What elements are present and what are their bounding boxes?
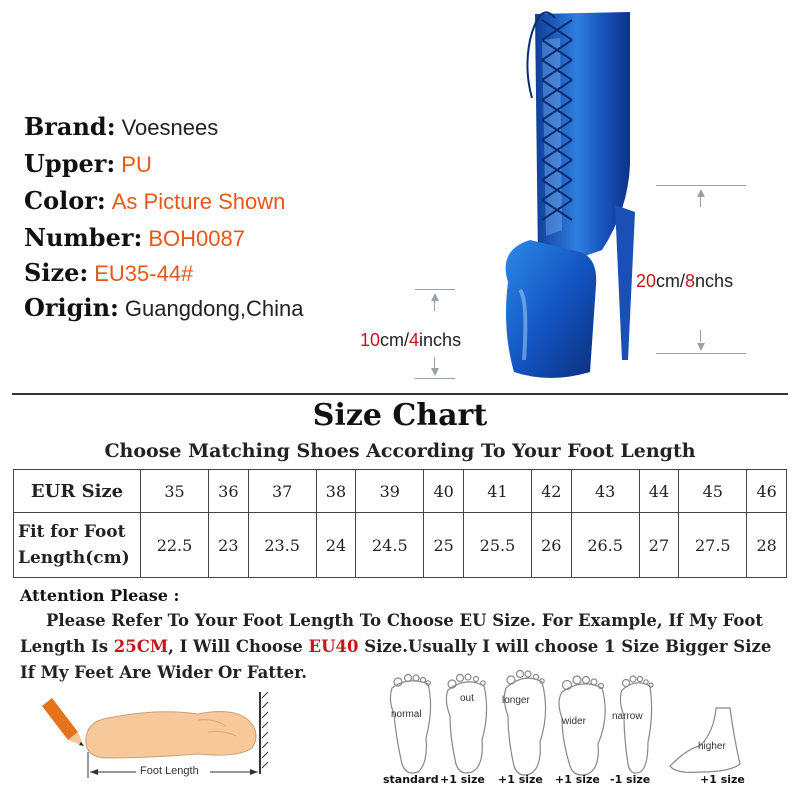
- foot-type-longer: longer: [502, 695, 530, 706]
- spec-origin: [24, 290, 303, 326]
- heel-unit1: cm/: [656, 271, 686, 291]
- foot-size-out: +1 size: [440, 773, 485, 786]
- attention-text-part: Size.Usually I will choose 1 Size Bigger Size If My Feet Are Wider Or Fatter.: [20, 637, 772, 682]
- spec-key: Origin:: [24, 293, 119, 322]
- eur-size-row: [14, 470, 787, 513]
- platform-height-label: [360, 330, 461, 351]
- pencil-icon: [42, 698, 84, 746]
- spec-value: Guangdong,China: [124, 296, 304, 321]
- spec-size: [24, 255, 193, 291]
- foot-size-wider: +1 size: [555, 773, 600, 786]
- attention-title: Attention Please :: [20, 586, 180, 605]
- heel-num2: 8: [685, 271, 696, 291]
- eur-size-cell: 42: [531, 470, 571, 513]
- boot-image: [480, 0, 660, 390]
- spec-key: Brand:: [24, 112, 116, 141]
- attention-highlight: EU40: [308, 637, 359, 656]
- eur-size-cell: 45: [679, 470, 747, 513]
- heel-unit2: nchs: [695, 271, 734, 291]
- foot-length-cell: 25: [424, 513, 464, 578]
- platform-bottom-tick: [434, 357, 435, 368]
- eur-size-cell: 37: [248, 470, 316, 513]
- platform-unit2: inchs: [419, 330, 462, 350]
- spec-brand: [24, 109, 218, 145]
- foot-length-label: Foot Length: [140, 765, 199, 777]
- heel-top-line: [656, 185, 746, 186]
- foot-length-cell: 25.5: [463, 513, 531, 578]
- foot-size-normal: standard: [383, 773, 439, 786]
- foot-length-cell: 23: [209, 513, 249, 578]
- foot-size-narrow: -1 size: [610, 773, 651, 786]
- size-chart-subtitle: Choose Matching Shoes According To Your Foot Length: [104, 440, 696, 462]
- foot-type-narrow: narrow: [612, 711, 643, 722]
- eur-size-cell: 36: [209, 470, 249, 513]
- heel-bottom-line: [656, 353, 746, 354]
- size-chart-title: Size Chart: [312, 398, 488, 433]
- divider: [12, 393, 788, 395]
- platform-unit1: cm/: [380, 330, 410, 350]
- attention-text-part: , I Will Choose: [168, 637, 309, 656]
- spec-key: Color:: [24, 186, 106, 215]
- foot-type-normal: normal: [391, 709, 422, 720]
- foot-length-cell: 27: [639, 513, 679, 578]
- spec-color: [24, 183, 285, 219]
- eur-size-cell: 44: [639, 470, 679, 513]
- spec-key: Upper:: [24, 149, 116, 178]
- foot-length-cell: 24.5: [356, 513, 424, 578]
- foot-length-cell: 27.5: [679, 513, 747, 578]
- heel-top-arrow: [697, 189, 705, 197]
- eur-size-cell: 35: [141, 470, 209, 513]
- eur-size-cell: 41: [463, 470, 531, 513]
- foot-types-illustration: [370, 668, 790, 788]
- foot-length-cell: 22.5: [141, 513, 209, 578]
- foot-type-out: out: [460, 693, 474, 704]
- heel-bottom-arrow: [697, 343, 705, 351]
- foot-length-row: [14, 513, 787, 578]
- attention-highlight: 25CM: [113, 637, 169, 656]
- spec-number: [24, 220, 245, 256]
- eur-size-header: EUR Size: [14, 470, 141, 513]
- eur-size-cell: 40: [424, 470, 464, 513]
- spec-value: Voesnees: [121, 115, 219, 140]
- platform-top-line: [415, 289, 455, 290]
- platform-num: 10: [360, 330, 381, 350]
- foot-type-wider: wider: [562, 716, 586, 727]
- spec-upper: [24, 146, 152, 182]
- heel-num: 20: [636, 271, 657, 291]
- foot-length-cell: 26: [531, 513, 571, 578]
- heel-height-label: [636, 271, 733, 292]
- eur-size-cell: 46: [747, 470, 787, 513]
- spec-value: As Picture Shown: [111, 189, 286, 214]
- spec-value: BOH0087: [148, 226, 245, 251]
- spec-key: Size:: [24, 258, 89, 287]
- foot-length-cell: 26.5: [571, 513, 639, 578]
- platform-top-tick: [434, 301, 435, 311]
- heel-top-tick: [700, 197, 701, 207]
- size-table: [13, 469, 787, 578]
- foot-length-cell: 23.5: [248, 513, 316, 578]
- foot-length-header: Fit for Foot Length(cm): [14, 513, 141, 578]
- foot-size-higher: +1 size: [700, 773, 745, 786]
- eur-size-cell: 43: [571, 470, 639, 513]
- foot-type-higher: higher: [698, 741, 726, 752]
- platform-top-arrow: [431, 293, 439, 301]
- foot-length-cell: 28: [747, 513, 787, 578]
- eur-size-cell: 38: [316, 470, 356, 513]
- platform-num2: 4: [409, 330, 420, 350]
- platform-bottom-line: [415, 378, 455, 379]
- spec-value: EU35-44#: [94, 261, 194, 286]
- attention-text-part: Please Refer To Your Foot Length To Choose EU Size. For Example, If My Foot Length Is: [20, 611, 764, 656]
- platform-bottom-arrow: [431, 368, 439, 376]
- heel-bottom-tick: [700, 330, 701, 342]
- eur-size-cell: 39: [356, 470, 424, 513]
- spec-value: PU: [121, 152, 152, 177]
- foot-length-cell: 24: [316, 513, 356, 578]
- foot-size-longer: +1 size: [498, 773, 543, 786]
- spec-key: Number:: [24, 223, 143, 252]
